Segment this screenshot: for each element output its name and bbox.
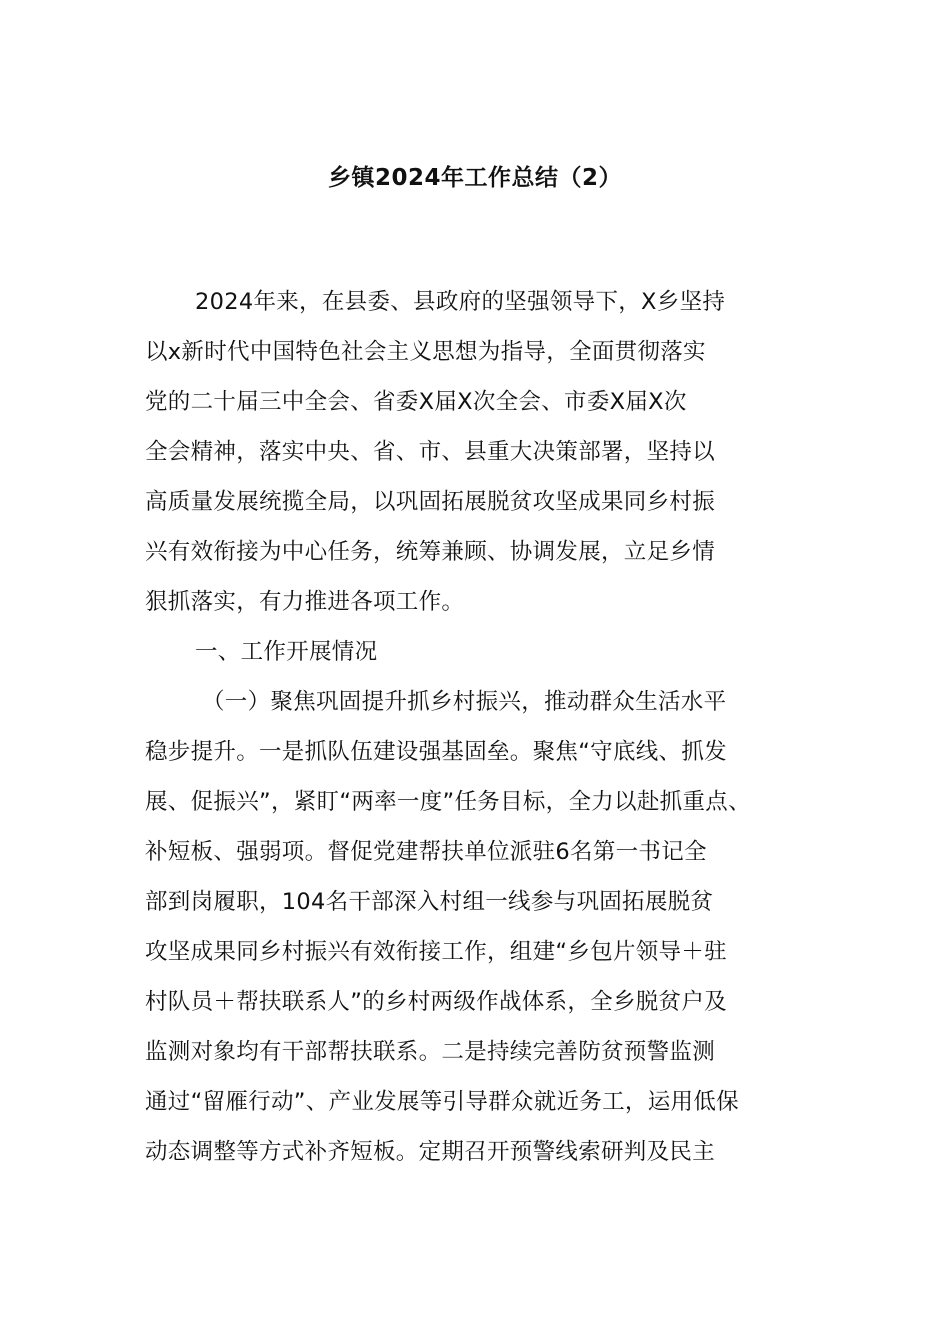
paragraph-line: 2024年来，在县委、县政府的坚强领导下，X乡坚持 [195, 289, 726, 315]
paragraph-line: 补短板、强弱项。督促党建帮扶单位派驻6名第一书记全 [145, 839, 707, 865]
paragraph-line: 攻坚成果同乡村振兴有效衔接工作，组建“乡包片领导＋驻 [145, 939, 727, 965]
paragraph-line: 党的二十届三中全会、省委X届X次全会、市委X届X次 [145, 389, 687, 415]
paragraph-line: 部到岗履职，104名干部深入村组一线参与巩固拓展脱贫 [145, 889, 714, 915]
paragraph-line: 展、促振兴”，紧盯“两率一度”任务目标，全力以赴抓重点、 [145, 789, 751, 815]
paragraph-line: 高质量发展统揽全局，以巩固拓展脱贫攻坚成果同乡村振 [145, 489, 716, 515]
document-title: 乡镇2024年工作总结（2） [327, 165, 623, 191]
paragraph-line: 全会精神，落实中央、省、市、县重大决策部署，坚持以 [145, 439, 716, 465]
paragraph-line: 动态调整等方式补齐短板。定期召开预警线索研判及民主 [145, 1139, 716, 1165]
paragraph-line: 监测对象均有干部帮扶联系。二是持续完善防贫预警监测 [145, 1039, 716, 1065]
subsection-line: （一）聚焦巩固提升抓乡村振兴，推动群众生活水平 [202, 689, 727, 715]
paragraph-line: 稳步提升。一是抓队伍建设强基固垒。聚焦“守底线、抓发 [145, 739, 727, 765]
paragraph-line: 狠抓落实，有力推进各项工作。 [145, 589, 465, 615]
document-body [145, 282, 820, 1182]
paragraph-line: 村队员＋帮扶联系人”的乡村两级作战体系，全乡脱贫户及 [145, 989, 727, 1015]
paragraph-line: 通过“留雁行动”、产业发展等引导群众就近务工，运用低保 [145, 1089, 739, 1115]
paragraph-line: 兴有效衔接为中心任务，统筹兼顾、协调发展，立足乡情 [145, 539, 716, 565]
section-heading: 一、工作开展情况 [195, 639, 378, 665]
paragraph-line: 以x新时代中国特色社会主义思想为指导，全面贯彻落实 [145, 339, 706, 365]
